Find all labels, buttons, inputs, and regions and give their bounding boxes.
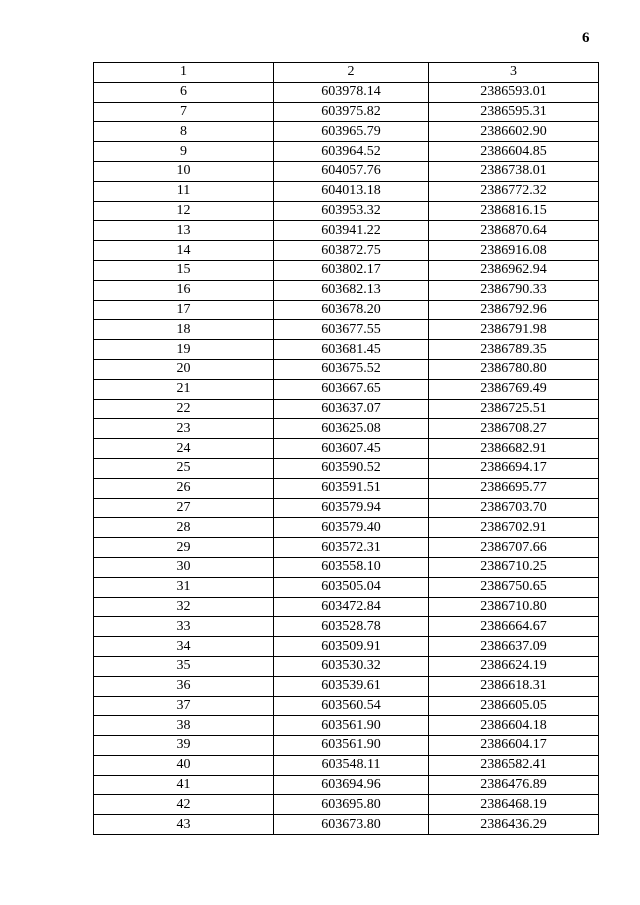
point-number-cell: 19 [94,340,274,360]
point-number-cell: 37 [94,696,274,716]
x-coordinate-cell: 603625.08 [274,419,429,439]
x-coordinate-cell: 603678.20 [274,300,429,320]
x-coordinate-cell: 603677.55 [274,320,429,340]
x-coordinate-cell: 603953.32 [274,201,429,221]
table-row [94,241,599,261]
table-row [94,82,599,102]
point-number-cell: 36 [94,676,274,696]
point-number-cell: 24 [94,439,274,459]
y-coordinate-cell: 2386707.66 [429,538,599,558]
y-coordinate-cell: 2386436.29 [429,815,599,835]
table-row [94,280,599,300]
table-row [94,399,599,419]
table-row [94,815,599,835]
table-header-row [94,63,599,83]
y-coordinate-cell: 2386604.85 [429,142,599,162]
point-number-cell: 38 [94,716,274,736]
x-coordinate-cell: 604057.76 [274,161,429,181]
point-number-cell: 8 [94,122,274,142]
point-number-cell: 30 [94,557,274,577]
x-coordinate-cell: 603694.96 [274,775,429,795]
x-coordinate-cell: 603505.04 [274,577,429,597]
coordinates-table [93,62,599,835]
table-row [94,518,599,538]
y-coordinate-cell: 2386664.67 [429,617,599,637]
x-coordinate-cell: 603965.79 [274,122,429,142]
x-coordinate-cell: 603964.52 [274,142,429,162]
point-number-cell: 33 [94,617,274,637]
table-row [94,181,599,201]
point-number-cell: 35 [94,656,274,676]
x-coordinate-cell: 603695.80 [274,795,429,815]
x-coordinate-cell: 603558.10 [274,557,429,577]
y-coordinate-cell: 2386595.31 [429,102,599,122]
table-row [94,122,599,142]
table-row [94,458,599,478]
x-coordinate-cell: 603528.78 [274,617,429,637]
x-coordinate-cell: 603673.80 [274,815,429,835]
x-coordinate-cell: 603802.17 [274,260,429,280]
point-number-cell: 10 [94,161,274,181]
x-coordinate-cell: 603561.90 [274,716,429,736]
x-coordinate-cell: 603607.45 [274,439,429,459]
table-row [94,478,599,498]
table-row [94,557,599,577]
y-coordinate-cell: 2386708.27 [429,419,599,439]
table-row [94,221,599,241]
x-coordinate-cell: 603560.54 [274,696,429,716]
point-number-cell: 41 [94,775,274,795]
x-coordinate-cell: 603590.52 [274,458,429,478]
x-coordinate-cell: 603530.32 [274,656,429,676]
point-number-cell: 29 [94,538,274,558]
point-number-cell: 27 [94,498,274,518]
y-coordinate-cell: 2386593.01 [429,82,599,102]
point-number-cell: 16 [94,280,274,300]
y-coordinate-cell: 2386582.41 [429,755,599,775]
point-number-cell: 17 [94,300,274,320]
point-number-cell: 39 [94,736,274,756]
y-coordinate-cell: 2386702.91 [429,518,599,538]
x-coordinate-cell: 603978.14 [274,82,429,102]
x-coordinate-cell: 603682.13 [274,280,429,300]
table-row [94,676,599,696]
point-number-cell: 12 [94,201,274,221]
point-number-cell: 23 [94,419,274,439]
y-coordinate-cell: 2386772.32 [429,181,599,201]
y-coordinate-cell: 2386780.80 [429,359,599,379]
x-coordinate-cell: 603637.07 [274,399,429,419]
point-number-cell: 18 [94,320,274,340]
y-coordinate-cell: 2386738.01 [429,161,599,181]
x-coordinate-cell: 603675.52 [274,359,429,379]
x-coordinate-cell: 603561.90 [274,736,429,756]
y-coordinate-cell: 2386703.70 [429,498,599,518]
x-coordinate-cell: 603667.65 [274,379,429,399]
table-row [94,161,599,181]
table-row [94,498,599,518]
point-number-cell: 7 [94,102,274,122]
table-row [94,379,599,399]
page-number: 6 [582,30,590,46]
point-number-cell: 13 [94,221,274,241]
column-header-3: 3 [429,63,599,83]
table-row [94,340,599,360]
y-coordinate-cell: 2386468.19 [429,795,599,815]
point-number-cell: 21 [94,379,274,399]
point-number-cell: 28 [94,518,274,538]
y-coordinate-cell: 2386769.49 [429,379,599,399]
x-coordinate-cell: 603681.45 [274,340,429,360]
y-coordinate-cell: 2386637.09 [429,637,599,657]
point-number-cell: 34 [94,637,274,657]
y-coordinate-cell: 2386710.25 [429,557,599,577]
x-coordinate-cell: 603509.91 [274,637,429,657]
point-number-cell: 20 [94,359,274,379]
x-coordinate-cell: 603872.75 [274,241,429,261]
point-number-cell: 11 [94,181,274,201]
table-row [94,439,599,459]
y-coordinate-cell: 2386624.19 [429,656,599,676]
table-row [94,320,599,340]
y-coordinate-cell: 2386962.94 [429,260,599,280]
x-coordinate-cell: 603579.40 [274,518,429,538]
y-coordinate-cell: 2386476.89 [429,775,599,795]
x-coordinate-cell: 603975.82 [274,102,429,122]
point-number-cell: 31 [94,577,274,597]
table-row [94,142,599,162]
y-coordinate-cell: 2386602.90 [429,122,599,142]
y-coordinate-cell: 2386870.64 [429,221,599,241]
column-header-1: 1 [94,63,274,83]
point-number-cell: 43 [94,815,274,835]
point-number-cell: 14 [94,241,274,261]
y-coordinate-cell: 2386789.35 [429,340,599,360]
point-number-cell: 15 [94,260,274,280]
x-coordinate-cell: 603472.84 [274,597,429,617]
table-row [94,577,599,597]
table-row [94,617,599,637]
table-row [94,597,599,617]
y-coordinate-cell: 2386618.31 [429,676,599,696]
y-coordinate-cell: 2386791.98 [429,320,599,340]
y-coordinate-cell: 2386750.65 [429,577,599,597]
x-coordinate-cell: 603548.11 [274,755,429,775]
table-row [94,538,599,558]
point-number-cell: 22 [94,399,274,419]
table-row [94,755,599,775]
x-coordinate-cell: 604013.18 [274,181,429,201]
point-number-cell: 32 [94,597,274,617]
table-row [94,359,599,379]
table-row [94,419,599,439]
y-coordinate-cell: 2386790.33 [429,280,599,300]
table-row [94,696,599,716]
point-number-cell: 42 [94,795,274,815]
table-row [94,716,599,736]
y-coordinate-cell: 2386604.17 [429,736,599,756]
y-coordinate-cell: 2386682.91 [429,439,599,459]
point-number-cell: 6 [94,82,274,102]
point-number-cell: 26 [94,478,274,498]
table-row [94,637,599,657]
y-coordinate-cell: 2386816.15 [429,201,599,221]
x-coordinate-cell: 603539.61 [274,676,429,696]
x-coordinate-cell: 603941.22 [274,221,429,241]
point-number-cell: 9 [94,142,274,162]
table-row [94,795,599,815]
table-row [94,102,599,122]
table-row [94,300,599,320]
table-row [94,201,599,221]
y-coordinate-cell: 2386605.05 [429,696,599,716]
point-number-cell: 40 [94,755,274,775]
table-row [94,656,599,676]
table-row [94,260,599,280]
x-coordinate-cell: 603591.51 [274,478,429,498]
y-coordinate-cell: 2386694.17 [429,458,599,478]
y-coordinate-cell: 2386725.51 [429,399,599,419]
point-number-cell: 25 [94,458,274,478]
y-coordinate-cell: 2386792.96 [429,300,599,320]
y-coordinate-cell: 2386604.18 [429,716,599,736]
y-coordinate-cell: 2386710.80 [429,597,599,617]
x-coordinate-cell: 603579.94 [274,498,429,518]
coordinates-table-body [94,63,599,835]
column-header-2: 2 [274,63,429,83]
y-coordinate-cell: 2386916.08 [429,241,599,261]
table-row [94,775,599,795]
x-coordinate-cell: 603572.31 [274,538,429,558]
table-row [94,736,599,756]
y-coordinate-cell: 2386695.77 [429,478,599,498]
